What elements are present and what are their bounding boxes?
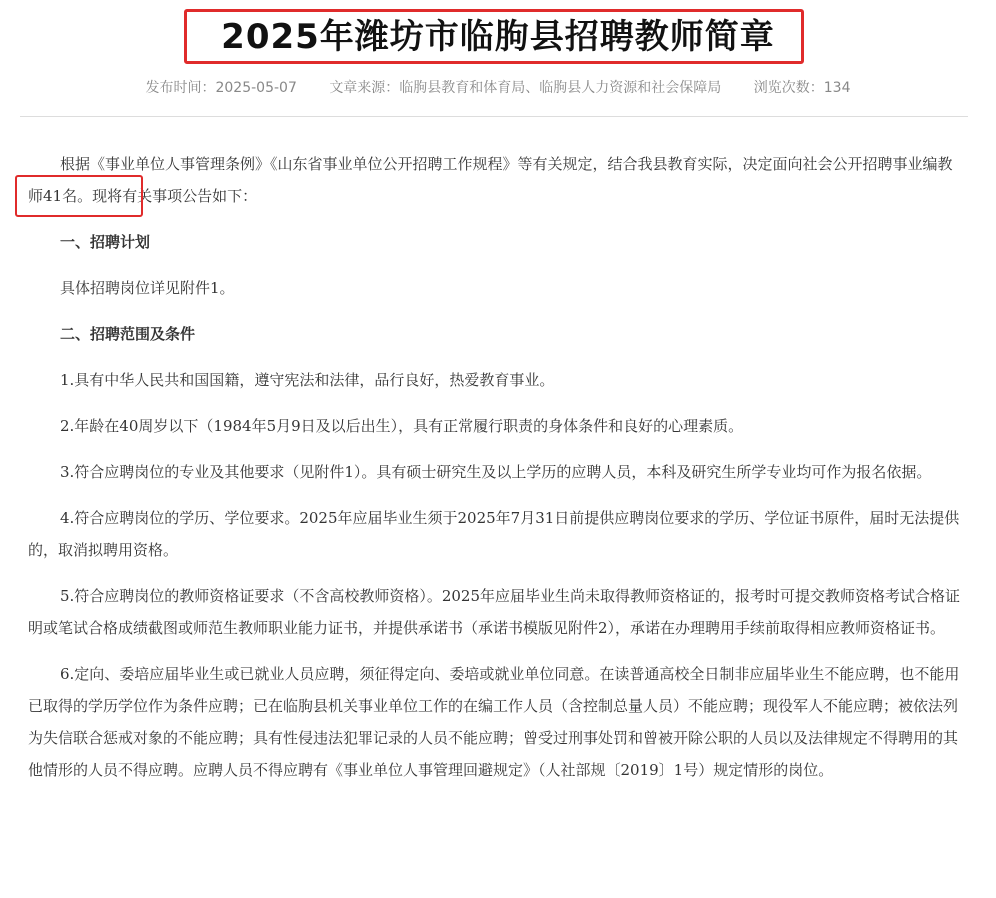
views-value: 134 [823,80,851,96]
publish-label: 发布时间： [145,80,216,96]
section-heading-conditions: 二、招聘范围及条件 [60,325,196,343]
condition-item-1: 1.具有中华人民共和国国籍，遵守宪法和法律，品行良好，热爱教育事业。 [60,371,555,389]
views-info [754,80,851,96]
condition-item-2: 2.年龄在40周岁以下（1984年5月9日及以后出生），具有正常履行职责的身体条件和良好的心理素质。 [60,417,744,435]
intro-paragraph: 根据《事业单位人事管理条例》《山东省事业单位公开招聘工作规程》等有关规定，结合我县教育实际，决定面向社会公开招聘事业编教师41名。现将有关事项公告如下： [28,155,953,205]
source-info [329,80,721,96]
condition-item-5: 5.符合应聘岗位的教师资格证要求（不含高校教师资格）。2025年应届毕业生尚未取得教师资格证的，报考时可提交教师资格考试合格证明或笔试合格成绩截图或师范生教师职业能力证书，并提供承诺书（承诺书模版见附件2），承诺在办理聘用手续前取得相应教师资格证书。 [28,587,960,637]
views-label: 浏览次数： [753,80,824,96]
condition-item-4: 4.符合应聘岗位的学历、学位要求。2025年应届毕业生须于2025年7月31日前提供应聘岗位要求的学历、学位证书原件，届时无法提供的，取消拟聘用资格。 [28,509,960,559]
article-body [28,148,962,800]
count-highlight-box [15,175,143,217]
plan-paragraph: 具体招聘岗位详见附件1。 [60,279,235,297]
publish-date: 2025-05-07 [215,80,297,96]
page-title: 2025年潍坊市临朐县招聘教师简章 [221,17,775,57]
title-highlight-box [184,9,804,64]
divider [20,116,968,117]
publish-info [145,80,296,96]
source-value: 临朐县教育和体育局、临朐县人力资源和社会保障局 [399,80,722,96]
section-heading-plan: 一、招聘计划 [60,233,151,251]
article-meta [0,78,996,98]
source-label: 文章来源： [329,80,400,96]
condition-item-6: 6.定向、委培应届毕业生或已就业人员应聘，须征得定向、委培或就业单位同意。在读普通高校全日制非应届毕业生不能应聘，也不能用已取得的学历学位作为条件应聘；已在临朐县机关事业单位工作的在编工作人员（含控制总量人员）不能应聘；现役军人不能应聘；被依法列为失信联合惩戒对象的不能应聘；具有性侵违法犯罪记录的人员不能应聘；曾受过刑事处罚和曾被开除公职的人员以及法律规定不得聘用的其他情形的人员不得应聘。应聘人员不得应聘有《事业单位人事管理回避规定》（人社部规〔2019〕1号）规定情形的岗位。 [28,665,960,779]
condition-item-3: 3.符合应聘岗位的专业及其他要求（见附件1）。具有硕士研究生及以上学历的应聘人员，本科及研究生所学专业均可作为报名依据。 [60,463,932,481]
